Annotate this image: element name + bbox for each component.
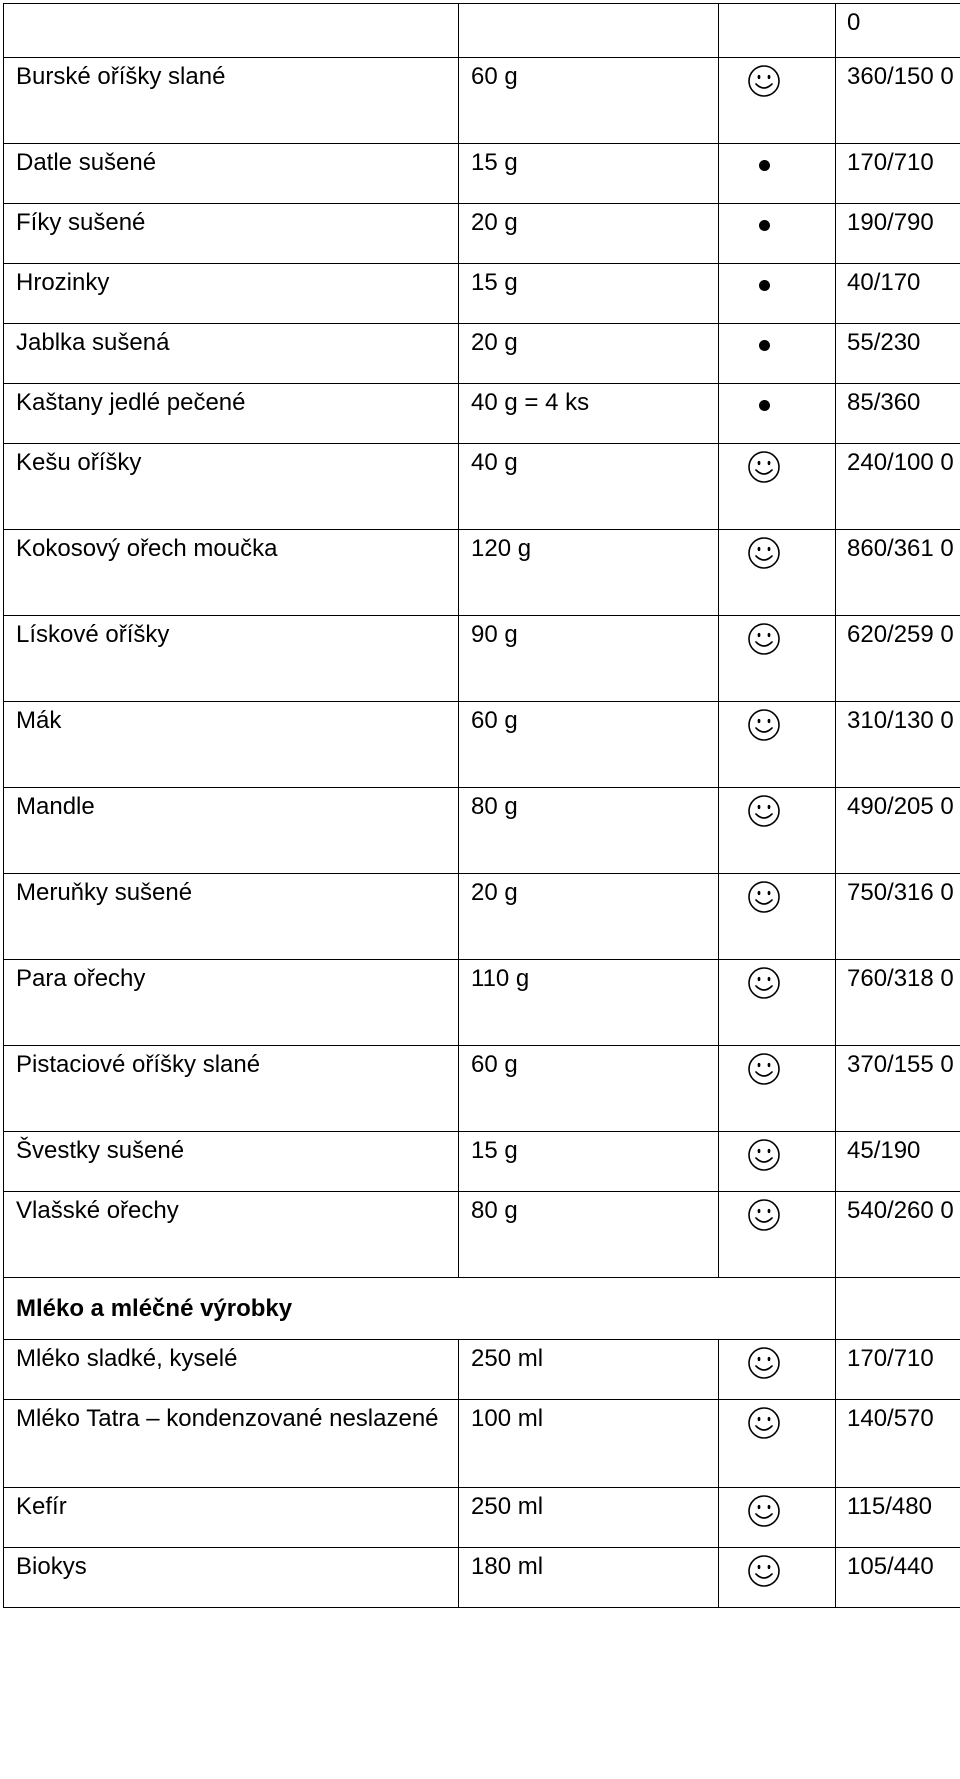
food-name-cell: Mák [4, 702, 459, 788]
nutrition-table-body [4, 4, 960, 1608]
rating-cell [719, 384, 836, 444]
portion-cell: 120 g [459, 530, 719, 616]
food-name-cell: Švestky sušené [4, 1132, 459, 1192]
energy-cell: 170/710 [836, 1340, 960, 1400]
food-name-cell: Kokosový ořech moučka [4, 530, 459, 616]
food-name-cell: Meruňky sušené [4, 874, 459, 960]
smiley-icon [747, 708, 781, 742]
table-row [4, 1400, 960, 1488]
table-row [4, 788, 960, 874]
smiley-icon [747, 1406, 781, 1440]
section-empty-cell [836, 1278, 960, 1340]
rating-cell [719, 144, 836, 204]
portion-cell: 15 g [459, 264, 719, 324]
table-row [4, 616, 960, 702]
table-row [4, 444, 960, 530]
smiley-icon [747, 1346, 781, 1380]
food-name-cell: Vlašské ořechy [4, 1192, 459, 1278]
portion-cell: 100 ml [459, 1400, 719, 1488]
energy-cell: 540/260 0 [836, 1192, 960, 1278]
energy-cell: 0 [836, 4, 960, 58]
energy-cell: 45/190 [836, 1132, 960, 1192]
table-row [4, 530, 960, 616]
table-row [4, 1488, 960, 1548]
portion-cell: 60 g [459, 702, 719, 788]
energy-cell: 170/710 [836, 144, 960, 204]
energy-cell: 105/440 [836, 1548, 960, 1608]
food-name-cell: Hrozinky [4, 264, 459, 324]
table-row [4, 702, 960, 788]
table-row [4, 1192, 960, 1278]
energy-cell: 490/205 0 [836, 788, 960, 874]
portion-cell: 90 g [459, 616, 719, 702]
food-name-cell: Fíky sušené [4, 204, 459, 264]
rating-cell [719, 4, 836, 58]
food-name-cell: Mléko sladké, kyselé [4, 1340, 459, 1400]
energy-cell: 240/100 0 [836, 444, 960, 530]
energy-cell: 750/316 0 [836, 874, 960, 960]
table-row [4, 384, 960, 444]
bullet-dot-icon [759, 280, 770, 291]
portion-cell: 20 g [459, 324, 719, 384]
rating-cell [719, 788, 836, 874]
energy-cell: 140/570 [836, 1400, 960, 1488]
smiley-icon [747, 1554, 781, 1588]
smiley-icon [747, 1198, 781, 1232]
portion-cell: 110 g [459, 960, 719, 1046]
food-name-cell: Para ořechy [4, 960, 459, 1046]
energy-cell: 360/150 0 [836, 58, 960, 144]
smiley-icon [747, 794, 781, 828]
food-name-cell: Pistaciové oříšky slané [4, 1046, 459, 1132]
rating-cell [719, 1192, 836, 1278]
table-row [4, 1132, 960, 1192]
energy-cell: 370/155 0 [836, 1046, 960, 1132]
food-name-cell: Mandle [4, 788, 459, 874]
table-row [4, 204, 960, 264]
portion-cell: 20 g [459, 874, 719, 960]
smiley-icon [747, 64, 781, 98]
portion-cell: 80 g [459, 1192, 719, 1278]
smiley-icon [747, 880, 781, 914]
energy-cell: 310/130 0 [836, 702, 960, 788]
energy-cell: 860/361 0 [836, 530, 960, 616]
portion-cell: 250 ml [459, 1340, 719, 1400]
portion-cell: 15 g [459, 1132, 719, 1192]
rating-cell [719, 616, 836, 702]
portion-cell: 180 ml [459, 1548, 719, 1608]
smiley-icon [747, 966, 781, 1000]
bullet-dot-icon [759, 220, 770, 231]
energy-cell: 40/170 [836, 264, 960, 324]
portion-cell: 40 g [459, 444, 719, 530]
food-name-cell: Kešu oříšky [4, 444, 459, 530]
rating-cell [719, 1488, 836, 1548]
energy-cell: 620/259 0 [836, 616, 960, 702]
table-row [4, 1548, 960, 1608]
table-row [4, 1340, 960, 1400]
rating-cell [719, 530, 836, 616]
table-row [4, 58, 960, 144]
energy-cell: 55/230 [836, 324, 960, 384]
table-row [4, 144, 960, 204]
table-row [4, 1046, 960, 1132]
food-name-cell: Datle sušené [4, 144, 459, 204]
energy-cell: 85/360 [836, 384, 960, 444]
portion-cell: 80 g [459, 788, 719, 874]
food-name-cell: Lískové oříšky [4, 616, 459, 702]
section-row [4, 1278, 960, 1340]
bullet-dot-icon [759, 400, 770, 411]
smiley-icon [747, 536, 781, 570]
food-name-cell: Kefír [4, 1488, 459, 1548]
smiley-icon [747, 1138, 781, 1172]
portion-cell: 15 g [459, 144, 719, 204]
rating-cell [719, 960, 836, 1046]
portion-cell: 60 g [459, 58, 719, 144]
rating-cell [719, 1046, 836, 1132]
rating-cell [719, 1548, 836, 1608]
rating-cell [719, 874, 836, 960]
energy-cell: 115/480 [836, 1488, 960, 1548]
portion-cell: 20 g [459, 204, 719, 264]
rating-cell [719, 324, 836, 384]
rating-cell [719, 204, 836, 264]
rating-cell [719, 1340, 836, 1400]
rating-cell [719, 264, 836, 324]
smiley-icon [747, 450, 781, 484]
food-name-cell: Kaštany jedlé pečené [4, 384, 459, 444]
portion-cell [459, 4, 719, 58]
rating-cell [719, 1400, 836, 1488]
portion-cell: 40 g = 4 ks [459, 384, 719, 444]
food-name-cell [4, 4, 459, 58]
portion-cell: 60 g [459, 1046, 719, 1132]
bullet-dot-icon [759, 160, 770, 171]
rating-cell [719, 444, 836, 530]
smiley-icon [747, 622, 781, 656]
rating-cell [719, 1132, 836, 1192]
table-row [4, 264, 960, 324]
table-row [4, 874, 960, 960]
rating-cell [719, 702, 836, 788]
food-name-cell: Mléko Tatra – kondenzované neslazené [4, 1400, 459, 1488]
table-row [4, 4, 960, 58]
rating-cell [719, 58, 836, 144]
nutrition-table [3, 3, 960, 1608]
food-name-cell: Biokys [4, 1548, 459, 1608]
food-name-cell: Burské oříšky slané [4, 58, 459, 144]
section-heading: Mléko a mléčné výrobky [4, 1278, 836, 1340]
table-row [4, 324, 960, 384]
table-row [4, 960, 960, 1046]
bullet-dot-icon [759, 340, 770, 351]
food-name-cell: Jablka sušená [4, 324, 459, 384]
smiley-icon [747, 1052, 781, 1086]
smiley-icon [747, 1494, 781, 1528]
energy-cell: 190/790 [836, 204, 960, 264]
energy-cell: 760/318 0 [836, 960, 960, 1046]
portion-cell: 250 ml [459, 1488, 719, 1548]
